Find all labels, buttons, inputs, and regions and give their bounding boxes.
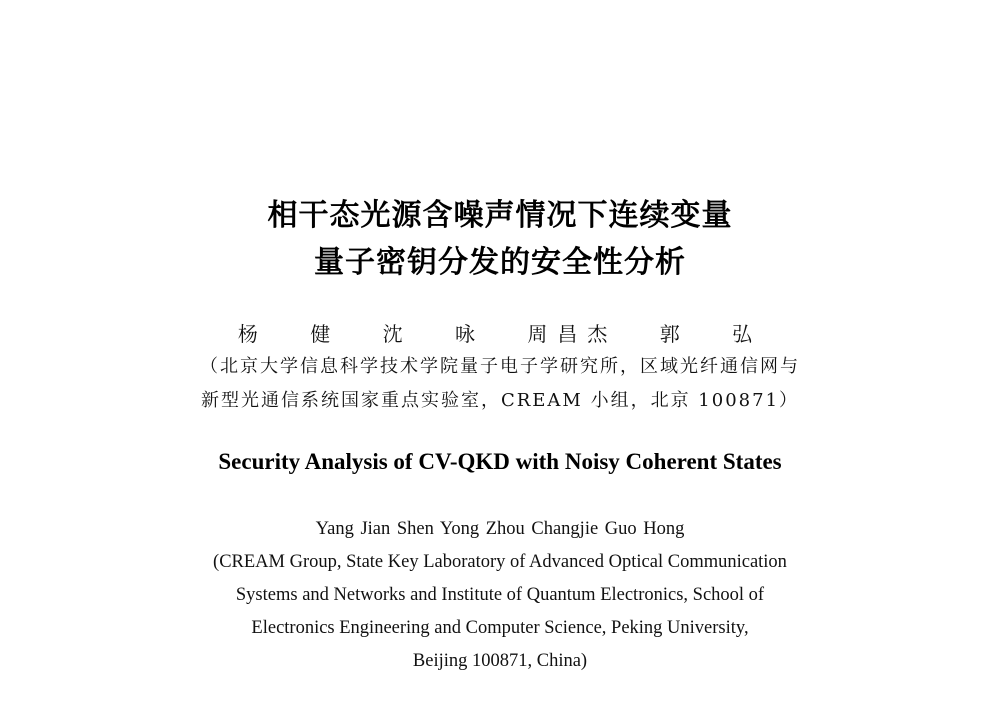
english-affiliation-line-4: Beijing 100871, China) — [412, 651, 588, 671]
english-title: Security Analysis of CV-QKD with Noisy Coherent States — [218, 449, 782, 474]
chinese-title-line-1: 相干态光源含噪声情况下连续变量 — [267, 198, 733, 233]
english-authors: Yang Jian Shen Yong Zhou Changjie Guo Hong — [315, 519, 685, 539]
chinese-affiliation-line-2: 新型光通信系统国家重点实验室，CREAM 小组，北京 100871） — [200, 390, 800, 411]
chinese-title-line-2: 量子密钥分发的安全性分析 — [314, 245, 686, 280]
chinese-authors: 杨 健 沈 咏 周昌杰 郭 弘 — [237, 322, 763, 346]
english-affiliation-line-2: Systems and Networks and Institute of Quantum Electronics, School of — [235, 585, 765, 605]
english-affiliation-line-1: (CREAM Group, State Key Laboratory of Advanced Optical Communication — [213, 552, 787, 572]
english-affiliation-line-3: Electronics Engineering and Computer Science, Peking University, — [251, 618, 749, 638]
chinese-affiliation-line-1: （北京大学信息科学技术学院量子电子学研究所，区域光纤通信网与 — [200, 356, 800, 377]
